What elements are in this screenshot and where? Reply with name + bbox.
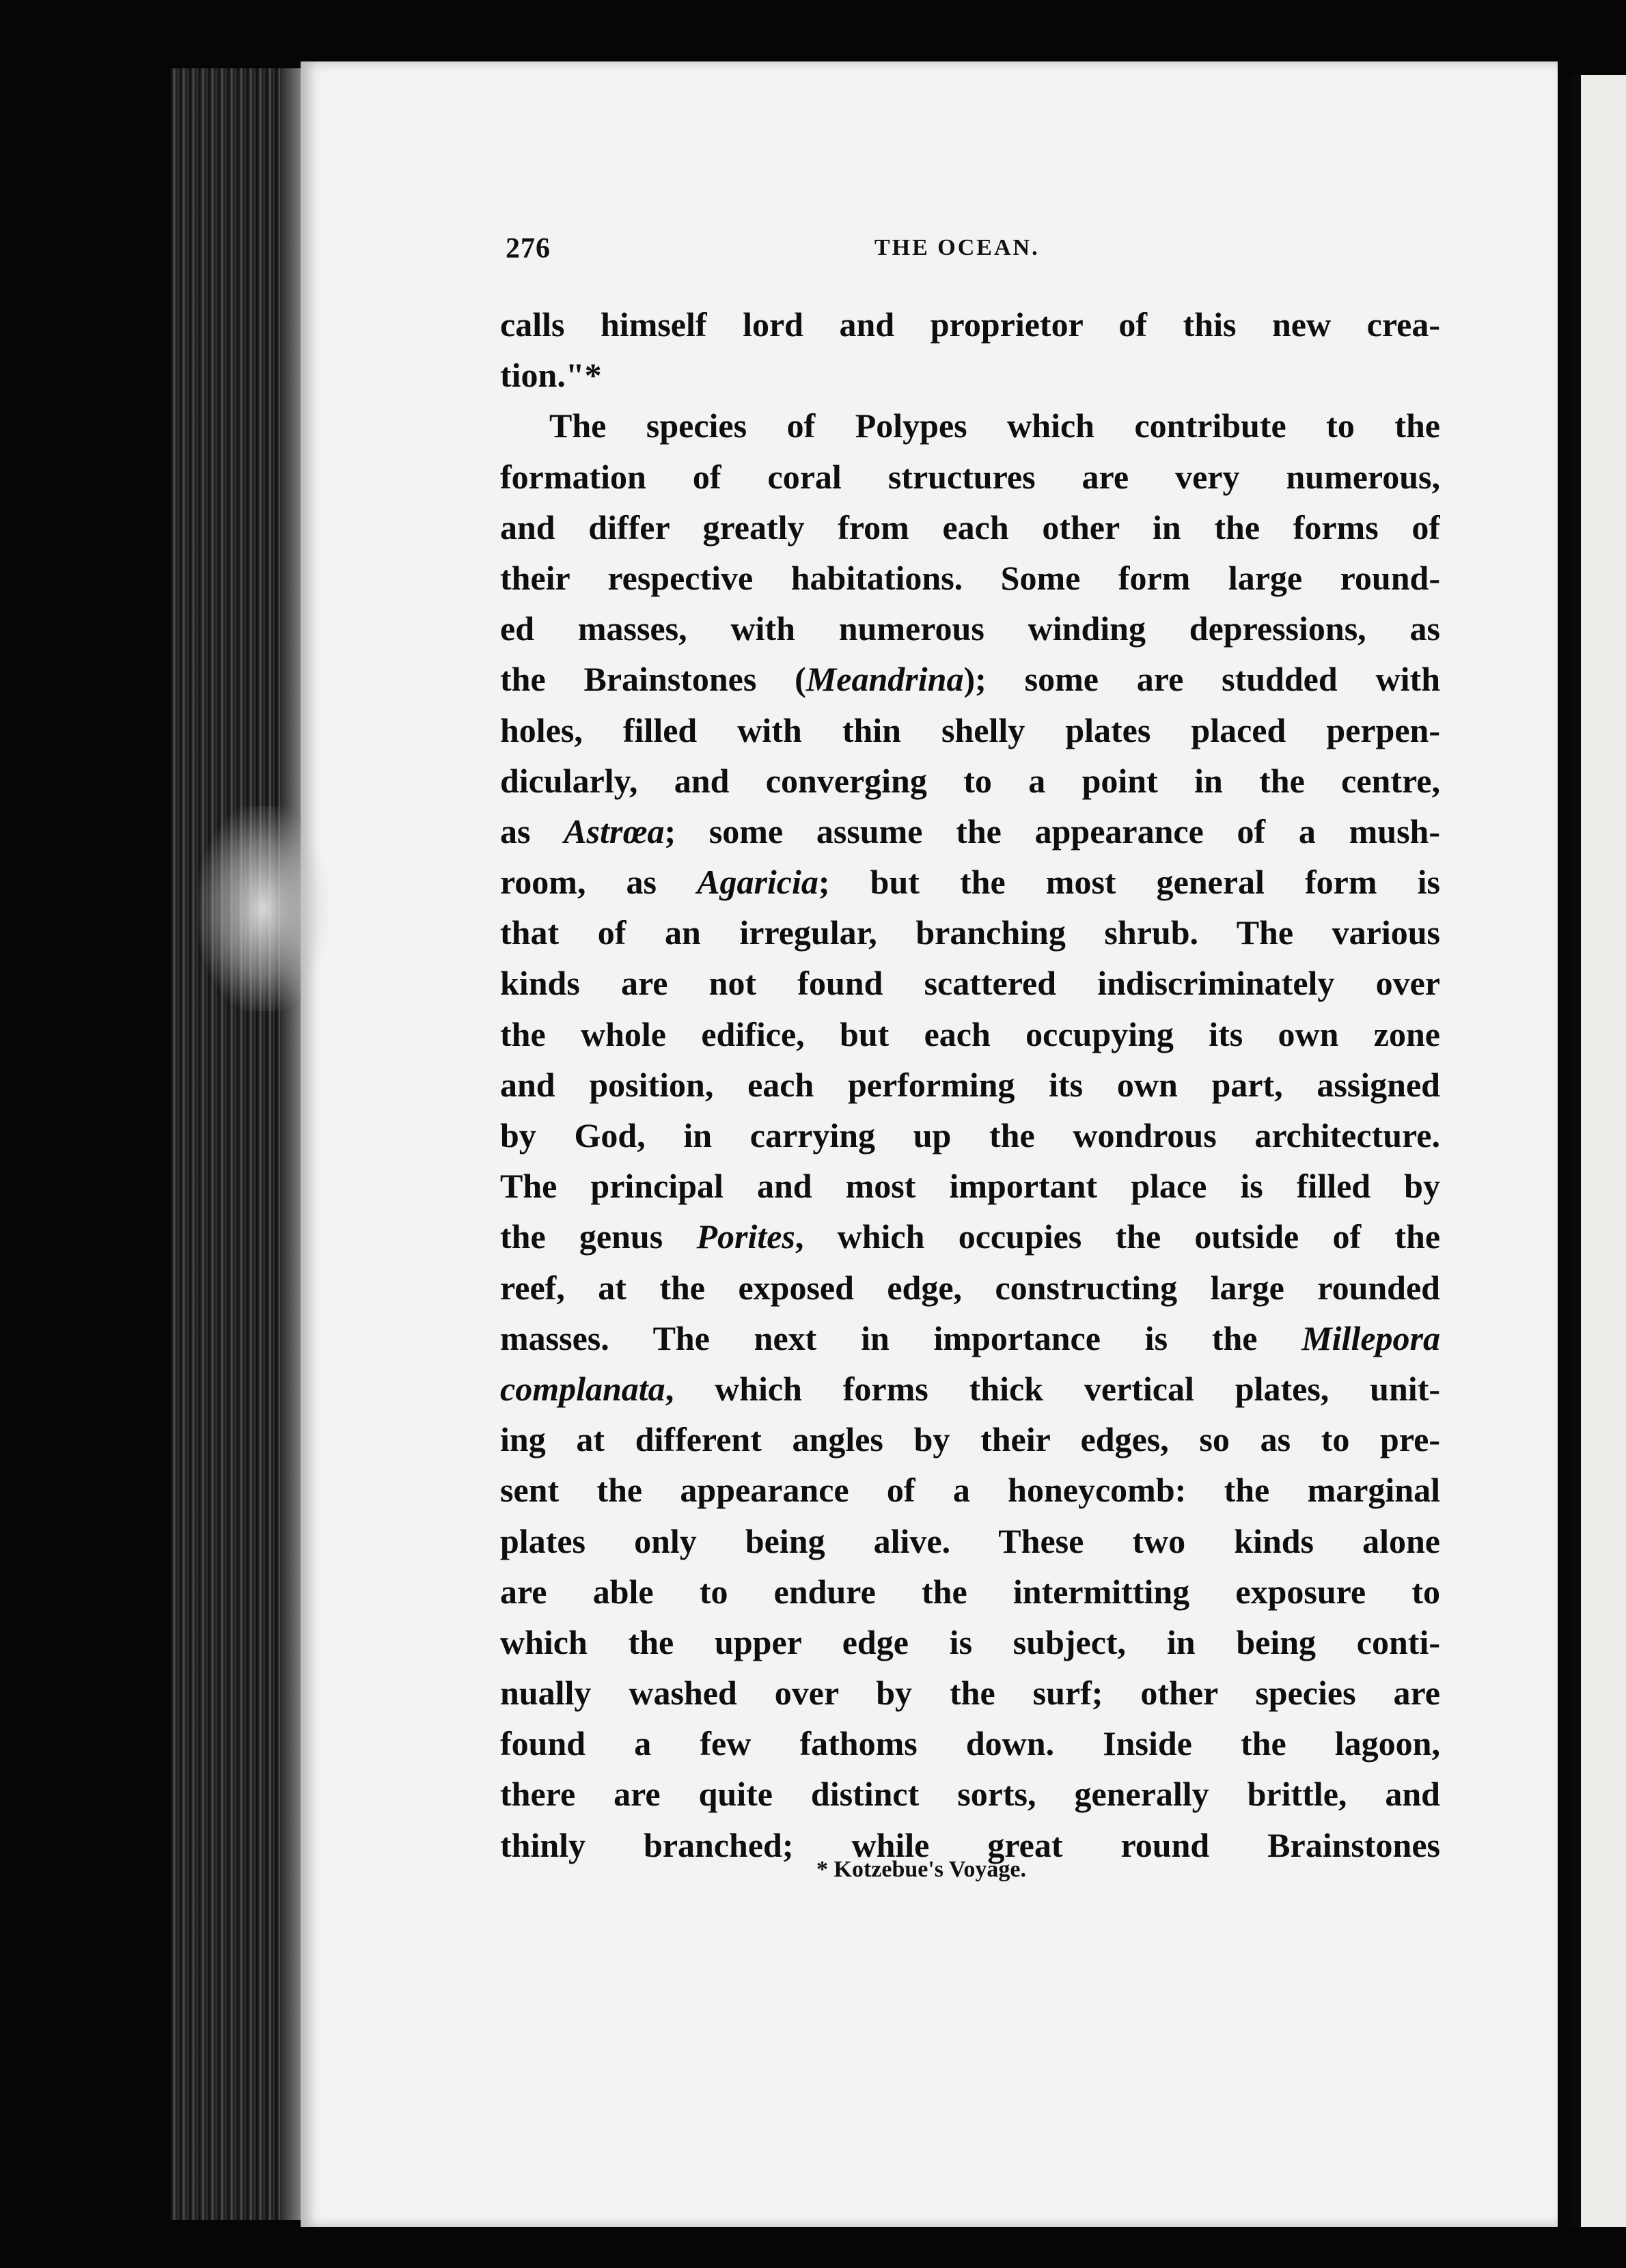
text-line: the Brainstones (Meandrina); some are studded with [500,660,1440,699]
text-line: which the upper edge is subject, in being conti- [500,1622,1440,1661]
text-line: there are quite distinct sorts, generally brittle, and [500,1775,1440,1814]
book-page-edges [171,68,307,2220]
page-stain [198,806,328,1011]
text-line: the whole edifice, but each occupying its own zone [500,1014,1440,1053]
text-line: that of an irregular, branching shrub. The various [500,913,1440,952]
text-line: calls himself lord and proprietor of this new crea- [500,305,1440,344]
text-line: are able to endure the intermitting exposure to [500,1572,1440,1611]
text-line: their respective habitations. Some form large round- [500,558,1440,597]
running-title: THE OCEAN. [874,235,1040,260]
text-line: reef, at the exposed edge, constructing large rounded [500,1268,1440,1307]
text-line: found a few fathoms down. Inside the lagoon, [500,1724,1440,1763]
text-line: The species of Polypes which contribute to the [549,406,1440,445]
text-line: ing at different angles by their edges, so as to pre- [500,1420,1440,1459]
text-line: dicularly, and converging to a point in the centre, [500,761,1440,800]
body-text [500,299,1440,1870]
facing-page-edge [1571,75,1626,2227]
text-line: holes, filled with thin shelly plates placed perpen- [500,710,1440,749]
running-head [506,232,1435,273]
text-line: thinly branched; while great round Brainstones [500,1825,1440,1864]
footnote: * Kotzebue's Voyage. [816,1857,1026,1882]
page-number: 276 [506,233,551,264]
text-line: as Astrœa; some assume the appearance of a mush- [500,812,1440,850]
text-line: sent the appearance of a honeycomb: the marginal [500,1471,1440,1510]
text-line: formation of coral structures are very numerous, [500,457,1440,496]
text-line: and position, each performing its own part, assigned [500,1065,1440,1104]
text-line: masses. The next in importance is the Millepora [500,1318,1440,1357]
text-line: plates only being alive. These two kinds alone [500,1521,1440,1560]
text-line: and differ greatly from each other in the forms of [500,508,1440,547]
text-line: ed masses, with numerous winding depressions, as [500,609,1440,648]
text-line: the genus Porites, which occupies the outside of the [500,1217,1440,1256]
text-line: complanata, which forms thick vertical plates, unit- [500,1369,1440,1408]
text-line: The principal and most important place is filled by [500,1167,1440,1206]
text-line: nually washed over by the surf; other species are [500,1674,1440,1713]
text-line: kinds are not found scattered indiscriminately over [500,964,1440,1003]
text-line: by God, in carrying up the wondrous architecture. [500,1116,1440,1154]
text-line: room, as Agaricia; but the most general form is [500,863,1440,902]
text-line: tion."* [500,356,602,395]
